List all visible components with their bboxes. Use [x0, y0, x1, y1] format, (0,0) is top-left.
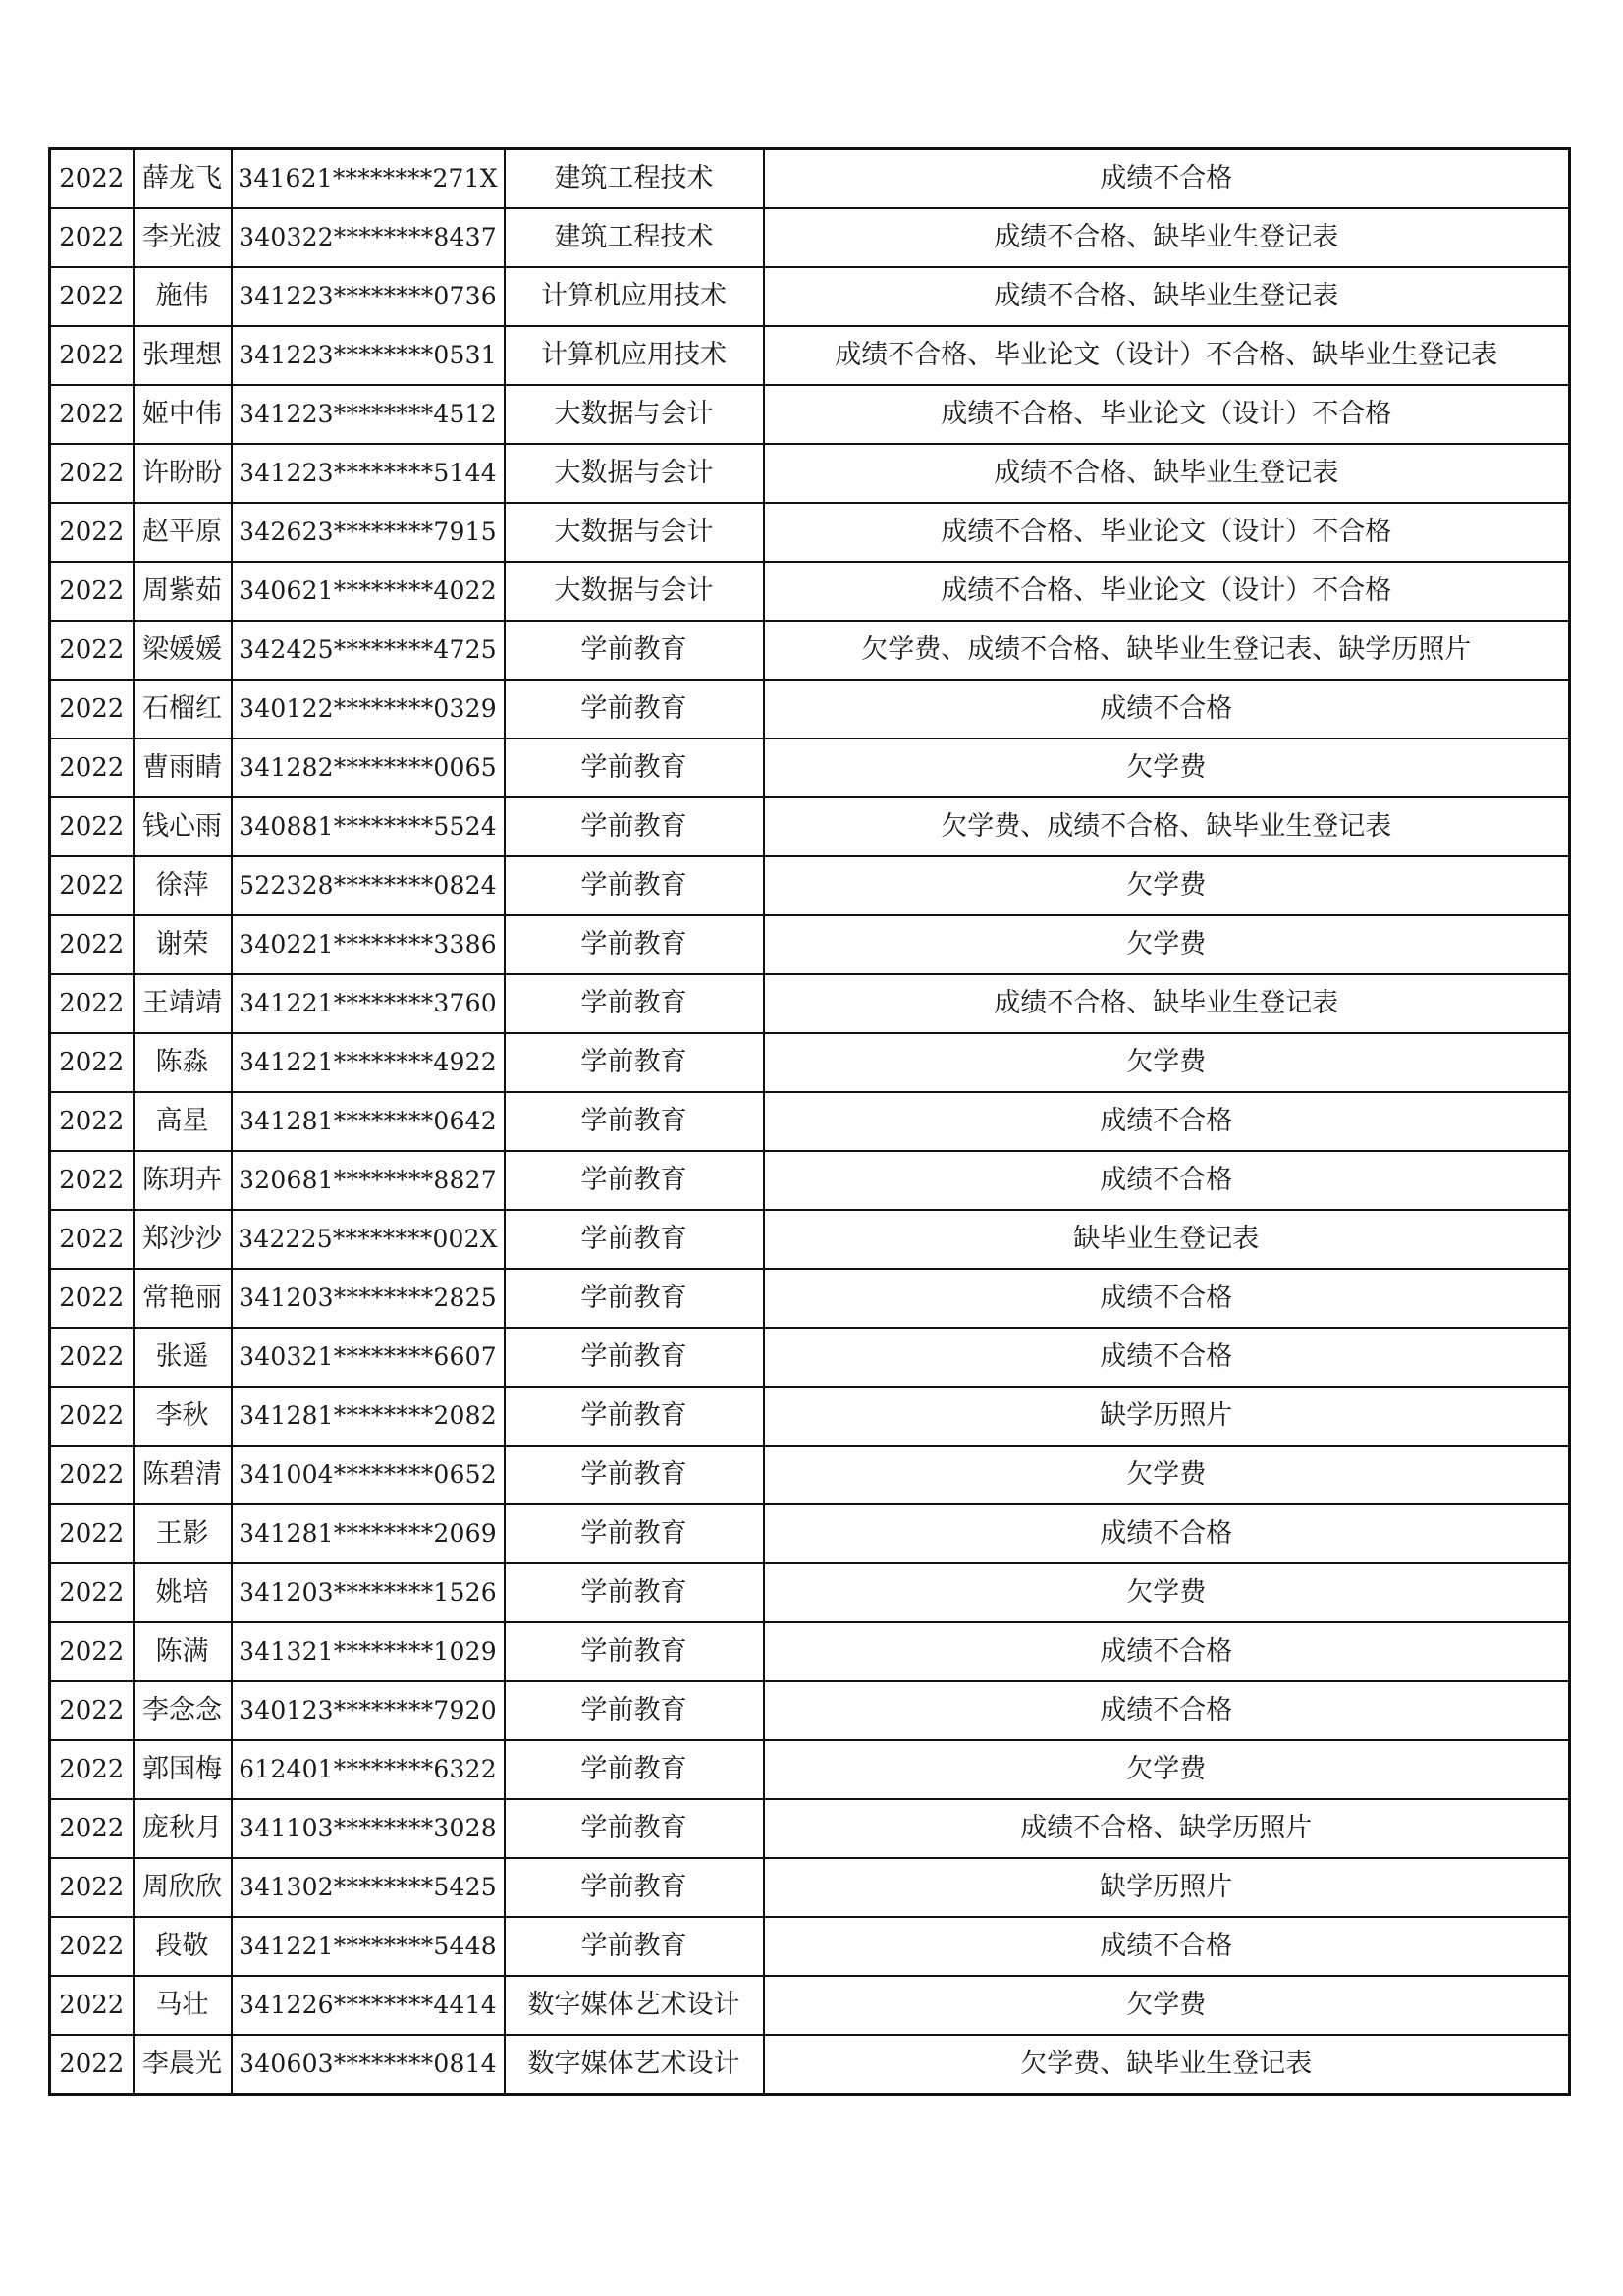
year-cell: 2022 — [50, 1504, 134, 1563]
table-row — [50, 208, 1570, 267]
year-cell: 2022 — [50, 1446, 134, 1504]
name-cell: 许盼盼 — [134, 444, 232, 503]
year-cell: 2022 — [50, 444, 134, 503]
table-row — [50, 267, 1570, 326]
table-row — [50, 680, 1570, 738]
major-cell: 大数据与会计 — [505, 444, 764, 503]
table-row — [50, 385, 1570, 444]
id-number-cell: 340603********0814 — [232, 2035, 505, 2095]
name-cell: 庞秋月 — [134, 1799, 232, 1858]
id-number-cell: 341221********3760 — [232, 974, 505, 1033]
year-cell: 2022 — [50, 385, 134, 444]
reason-cell: 成绩不合格、缺毕业生登记表 — [764, 444, 1570, 503]
major-cell: 学前教育 — [505, 1092, 764, 1151]
name-cell: 周欣欣 — [134, 1858, 232, 1917]
name-cell: 石榴红 — [134, 680, 232, 738]
major-cell: 建筑工程技术 — [505, 149, 764, 209]
id-number-cell: 341203********1526 — [232, 1563, 505, 1622]
table-row — [50, 1092, 1570, 1151]
table-row — [50, 1858, 1570, 1917]
id-number-cell: 341281********0642 — [232, 1092, 505, 1151]
reason-cell: 欠学费 — [764, 738, 1570, 797]
major-cell: 建筑工程技术 — [505, 208, 764, 267]
reason-cell: 成绩不合格、缺毕业生登记表 — [764, 974, 1570, 1033]
reason-cell: 成绩不合格 — [764, 1092, 1570, 1151]
name-cell: 高星 — [134, 1092, 232, 1151]
id-number-cell: 341321********1029 — [232, 1622, 505, 1681]
reason-cell: 缺学历照片 — [764, 1387, 1570, 1446]
major-cell: 学前教育 — [505, 1681, 764, 1740]
major-cell: 学前教育 — [505, 1740, 764, 1799]
major-cell: 学前教育 — [505, 680, 764, 738]
year-cell: 2022 — [50, 1622, 134, 1681]
name-cell: 徐萍 — [134, 856, 232, 915]
reason-cell: 成绩不合格、缺学历照片 — [764, 1799, 1570, 1858]
id-number-cell: 341221********4922 — [232, 1033, 505, 1092]
table-row — [50, 1387, 1570, 1446]
table-row — [50, 326, 1570, 385]
reason-cell: 成绩不合格 — [764, 1504, 1570, 1563]
id-number-cell: 341281********2082 — [232, 1387, 505, 1446]
major-cell: 大数据与会计 — [505, 503, 764, 562]
table-row — [50, 856, 1570, 915]
reason-cell: 成绩不合格 — [764, 149, 1570, 209]
table-row — [50, 974, 1570, 1033]
year-cell: 2022 — [50, 1092, 134, 1151]
reason-cell: 成绩不合格 — [764, 1151, 1570, 1210]
table-row — [50, 1033, 1570, 1092]
table-row — [50, 1917, 1570, 1976]
major-cell: 计算机应用技术 — [505, 326, 764, 385]
name-cell: 王靖靖 — [134, 974, 232, 1033]
year-cell: 2022 — [50, 621, 134, 680]
table-row — [50, 1622, 1570, 1681]
major-cell: 学前教育 — [505, 1446, 764, 1504]
reason-cell: 成绩不合格 — [764, 680, 1570, 738]
major-cell: 学前教育 — [505, 621, 764, 680]
name-cell: 王影 — [134, 1504, 232, 1563]
table-row — [50, 1976, 1570, 2035]
id-number-cell: 340881********5524 — [232, 797, 505, 856]
table-row — [50, 2035, 1570, 2095]
id-number-cell: 522328********0824 — [232, 856, 505, 915]
major-cell: 学前教育 — [505, 797, 764, 856]
student-table-body — [50, 149, 1570, 2095]
year-cell: 2022 — [50, 738, 134, 797]
name-cell: 姬中伟 — [134, 385, 232, 444]
reason-cell: 欠学费 — [764, 1446, 1570, 1504]
year-cell: 2022 — [50, 797, 134, 856]
name-cell: 陈碧清 — [134, 1446, 232, 1504]
year-cell: 2022 — [50, 915, 134, 974]
reason-cell: 成绩不合格 — [764, 1328, 1570, 1387]
table-row — [50, 738, 1570, 797]
id-number-cell: 340321********6607 — [232, 1328, 505, 1387]
reason-cell: 成绩不合格、缺毕业生登记表 — [764, 208, 1570, 267]
year-cell: 2022 — [50, 1210, 134, 1269]
name-cell: 李光波 — [134, 208, 232, 267]
reason-cell: 欠学费、缺毕业生登记表 — [764, 2035, 1570, 2095]
name-cell: 段敬 — [134, 1917, 232, 1976]
reason-cell: 欠学费 — [764, 1033, 1570, 1092]
table-row — [50, 1446, 1570, 1504]
id-number-cell: 612401********6322 — [232, 1740, 505, 1799]
name-cell: 张遥 — [134, 1328, 232, 1387]
table-row — [50, 149, 1570, 209]
id-number-cell: 341226********4414 — [232, 1976, 505, 2035]
id-number-cell: 340122********0329 — [232, 680, 505, 738]
major-cell: 数字媒体艺术设计 — [505, 1976, 764, 2035]
major-cell: 学前教育 — [505, 1858, 764, 1917]
year-cell: 2022 — [50, 1740, 134, 1799]
year-cell: 2022 — [50, 1976, 134, 2035]
reason-cell: 缺毕业生登记表 — [764, 1210, 1570, 1269]
year-cell: 2022 — [50, 1858, 134, 1917]
year-cell: 2022 — [50, 1917, 134, 1976]
year-cell: 2022 — [50, 503, 134, 562]
id-number-cell: 340123********7920 — [232, 1681, 505, 1740]
id-number-cell: 341281********2069 — [232, 1504, 505, 1563]
id-number-cell: 340221********3386 — [232, 915, 505, 974]
name-cell: 常艳丽 — [134, 1269, 232, 1328]
name-cell: 李念念 — [134, 1681, 232, 1740]
table-row — [50, 1328, 1570, 1387]
year-cell: 2022 — [50, 2035, 134, 2095]
table-row — [50, 1681, 1570, 1740]
name-cell: 周紫茹 — [134, 562, 232, 621]
major-cell: 学前教育 — [505, 1387, 764, 1446]
id-number-cell: 341223********0736 — [232, 267, 505, 326]
name-cell: 郭国梅 — [134, 1740, 232, 1799]
id-number-cell: 341302********5425 — [232, 1858, 505, 1917]
id-number-cell: 340322********8437 — [232, 208, 505, 267]
name-cell: 陈满 — [134, 1622, 232, 1681]
reason-cell: 成绩不合格 — [764, 1681, 1570, 1740]
id-number-cell: 341223********0531 — [232, 326, 505, 385]
table-row — [50, 1210, 1570, 1269]
table-row — [50, 1269, 1570, 1328]
name-cell: 赵平原 — [134, 503, 232, 562]
student-table — [48, 147, 1571, 2096]
major-cell: 大数据与会计 — [505, 562, 764, 621]
major-cell: 计算机应用技术 — [505, 267, 764, 326]
major-cell: 学前教育 — [505, 1151, 764, 1210]
name-cell: 梁媛媛 — [134, 621, 232, 680]
table-row — [50, 444, 1570, 503]
reason-cell: 欠学费、成绩不合格、缺毕业生登记表 — [764, 797, 1570, 856]
year-cell: 2022 — [50, 1387, 134, 1446]
major-cell: 学前教育 — [505, 1328, 764, 1387]
year-cell: 2022 — [50, 1328, 134, 1387]
name-cell: 张理想 — [134, 326, 232, 385]
year-cell: 2022 — [50, 1033, 134, 1092]
major-cell: 学前教育 — [505, 974, 764, 1033]
reason-cell: 欠学费 — [764, 1740, 1570, 1799]
major-cell: 学前教育 — [505, 1210, 764, 1269]
major-cell: 学前教育 — [505, 856, 764, 915]
year-cell: 2022 — [50, 1799, 134, 1858]
reason-cell: 欠学费、成绩不合格、缺毕业生登记表、缺学历照片 — [764, 621, 1570, 680]
id-number-cell: 341621********271X — [232, 149, 505, 209]
reason-cell: 成绩不合格 — [764, 1622, 1570, 1681]
year-cell: 2022 — [50, 562, 134, 621]
name-cell: 郑沙沙 — [134, 1210, 232, 1269]
major-cell: 学前教育 — [505, 1033, 764, 1092]
id-number-cell: 341103********3028 — [232, 1799, 505, 1858]
year-cell: 2022 — [50, 1269, 134, 1328]
id-number-cell: 341223********4512 — [232, 385, 505, 444]
major-cell: 学前教育 — [505, 915, 764, 974]
reason-cell: 成绩不合格、毕业论文（设计）不合格 — [764, 503, 1570, 562]
reason-cell: 成绩不合格 — [764, 1917, 1570, 1976]
id-number-cell: 342425********4725 — [232, 621, 505, 680]
year-cell: 2022 — [50, 208, 134, 267]
name-cell: 曹雨睛 — [134, 738, 232, 797]
major-cell: 学前教育 — [505, 1269, 764, 1328]
reason-cell: 成绩不合格 — [764, 1269, 1570, 1328]
table-row — [50, 1740, 1570, 1799]
name-cell: 姚培 — [134, 1563, 232, 1622]
id-number-cell: 341221********5448 — [232, 1917, 505, 1976]
year-cell: 2022 — [50, 680, 134, 738]
major-cell: 学前教育 — [505, 1799, 764, 1858]
table-row — [50, 1563, 1570, 1622]
name-cell: 陈淼 — [134, 1033, 232, 1092]
year-cell: 2022 — [50, 326, 134, 385]
table-row — [50, 562, 1570, 621]
year-cell: 2022 — [50, 149, 134, 209]
year-cell: 2022 — [50, 856, 134, 915]
year-cell: 2022 — [50, 267, 134, 326]
name-cell: 谢荣 — [134, 915, 232, 974]
id-number-cell: 320681********8827 — [232, 1151, 505, 1210]
major-cell: 学前教育 — [505, 1917, 764, 1976]
id-number-cell: 341203********2825 — [232, 1269, 505, 1328]
year-cell: 2022 — [50, 1563, 134, 1622]
year-cell: 2022 — [50, 1151, 134, 1210]
reason-cell: 成绩不合格、毕业论文（设计）不合格、缺毕业生登记表 — [764, 326, 1570, 385]
reason-cell: 欠学费 — [764, 1563, 1570, 1622]
id-number-cell: 341004********0652 — [232, 1446, 505, 1504]
name-cell: 李秋 — [134, 1387, 232, 1446]
table-row — [50, 915, 1570, 974]
id-number-cell: 340621********4022 — [232, 562, 505, 621]
reason-cell: 成绩不合格、毕业论文（设计）不合格 — [764, 562, 1570, 621]
reason-cell: 成绩不合格、毕业论文（设计）不合格 — [764, 385, 1570, 444]
name-cell: 钱心雨 — [134, 797, 232, 856]
reason-cell: 欠学费 — [764, 915, 1570, 974]
name-cell: 李晨光 — [134, 2035, 232, 2095]
major-cell: 学前教育 — [505, 1622, 764, 1681]
major-cell: 学前教育 — [505, 1563, 764, 1622]
reason-cell: 成绩不合格、缺毕业生登记表 — [764, 267, 1570, 326]
name-cell: 施伟 — [134, 267, 232, 326]
table-row — [50, 1504, 1570, 1563]
id-number-cell: 342225********002X — [232, 1210, 505, 1269]
name-cell: 马壮 — [134, 1976, 232, 2035]
table-row — [50, 797, 1570, 856]
major-cell: 学前教育 — [505, 738, 764, 797]
major-cell: 大数据与会计 — [505, 385, 764, 444]
table-row — [50, 1799, 1570, 1858]
major-cell: 学前教育 — [505, 1504, 764, 1563]
id-number-cell: 341282********0065 — [232, 738, 505, 797]
table-row — [50, 621, 1570, 680]
id-number-cell: 342623********7915 — [232, 503, 505, 562]
major-cell: 数字媒体艺术设计 — [505, 2035, 764, 2095]
id-number-cell: 341223********5144 — [232, 444, 505, 503]
year-cell: 2022 — [50, 1681, 134, 1740]
name-cell: 陈玥卉 — [134, 1151, 232, 1210]
table-row — [50, 503, 1570, 562]
reason-cell: 欠学费 — [764, 856, 1570, 915]
reason-cell: 缺学历照片 — [764, 1858, 1570, 1917]
reason-cell: 欠学费 — [764, 1976, 1570, 2035]
table-row — [50, 1151, 1570, 1210]
year-cell: 2022 — [50, 974, 134, 1033]
name-cell: 薛龙飞 — [134, 149, 232, 209]
